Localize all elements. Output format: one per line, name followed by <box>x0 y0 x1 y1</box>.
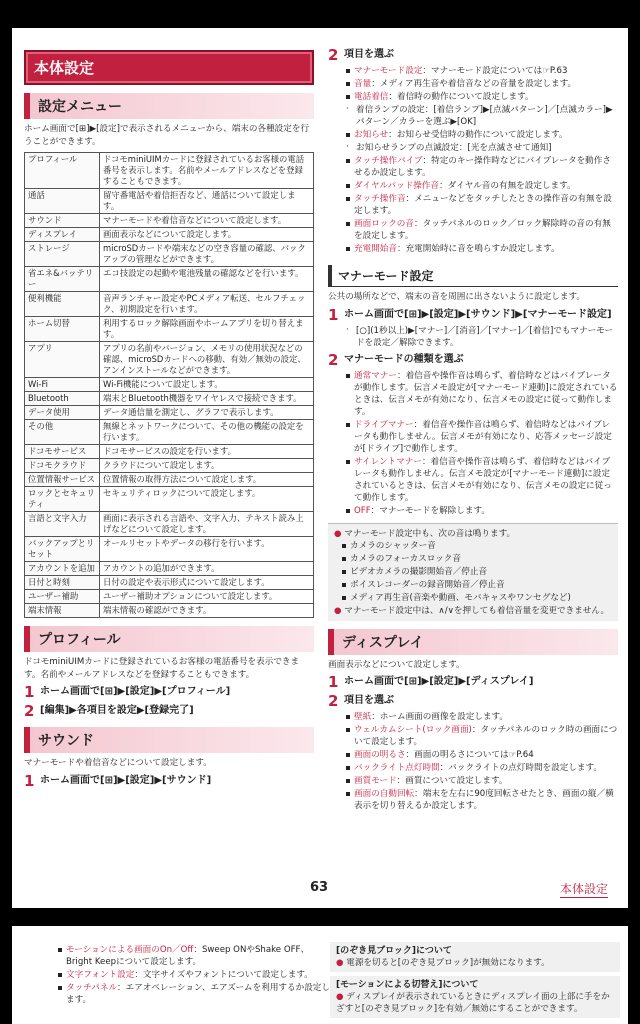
left-column <box>24 50 314 791</box>
list-item: · 着信ランプの設定：[着信ランプ]▶[点滅パターン]／[点滅カラー]▶パターン／カラーを選ぶ▶[OK] <box>346 104 618 128</box>
list-item: タッチパネル：エアオペレーション、エアズームを利用するか設定します。 <box>58 982 334 1006</box>
menu-row: 通話 留守番電話や着信拒否など、通話について設定します。 <box>25 189 314 214</box>
sound-intro: マナーモードや着信音などについて設定します。 <box>24 758 212 768</box>
menu-row: Wi-Fi Wi-Fi機能について設定します。 <box>25 378 314 392</box>
right-column <box>328 44 618 813</box>
menu-row: ディスプレイ 画面表示などについて設定します。 <box>25 228 314 242</box>
menu-row: ホーム切替 利用するロック解除画面やホームアプリを切り替えます。 <box>25 317 314 342</box>
sound-item-list <box>346 65 618 255</box>
list-item: 音量：メディア再生音や着信音などの音量を設定します。 <box>346 78 618 90</box>
menu-row: 端末情報 端末情報の確認ができます。 <box>25 604 314 618</box>
list-item: サイレントマナー：着信音や操作音は鳴らず、着信時などはバイブレータも動作しません。伝言メモ設定が[マナーモード連動]に設定されているときは、伝言メモが有効になり、伝言メモの設定に従って動作します。 <box>346 456 618 504</box>
menu-row: 便利機能 音声ランチャー設定やPCメディア転送、セルフチェック、初期設定を行います。 <box>25 292 314 317</box>
menu-row: アカウントを追加 アカウントの追加ができます。 <box>25 562 314 576</box>
menu-row: 省エネ&バッテリー エコ技設定の起動や電池残量の確認などを行います。 <box>25 267 314 292</box>
list-item: ウェルカムシート(ロック画面)：タッチパネルのロック時の画面について設定します。 <box>346 724 618 748</box>
list-item: カメラのシャッター音 <box>342 540 612 552</box>
settings-menu-intro: ホーム画面で[⊞]▶[設定]で表示されるメニューから、端末の各種設定を行うことができます。 <box>24 124 310 147</box>
list-item: 電話着信：着信時の動作について設定します。 <box>346 91 618 103</box>
list-item: OFF：マナーモードを解除します。 <box>346 505 618 517</box>
list-item: 文字フォント設定：文字サイズやフォントについて設定します。 <box>58 969 334 981</box>
menu-row: 言語と文字入力 画面に表示される言語や、文字入力、テキスト読み上げなどについて設定します。 <box>25 512 314 537</box>
menu-row: サウンド マナーモードや着信音などについて設定します。 <box>25 214 314 228</box>
page-number: 63 <box>310 880 329 895</box>
menu-row: 位置情報サービス 位置情報の取得方法について設定します。 <box>25 473 314 487</box>
list-item: 充電開始音：充電開始時に音を鳴らすか設定します。 <box>346 243 618 255</box>
manner-step-1: 1 ホーム画面で[⊞]▶[設定]▶[サウンド]▶[マナーモード設定] <box>328 305 612 324</box>
settings-menu-table <box>24 152 314 618</box>
manner-heading: マナーモード設定 <box>328 265 618 287</box>
menu-row: バックアップとリセット オールリセットやデータの移行を行います。 <box>25 537 314 562</box>
menu-row: ユーザー補助 ユーザー補助オプションについて設定します。 <box>25 590 314 604</box>
list-item: マナーモード設定：マナーモード設定については☞P.63 <box>346 65 618 77</box>
menu-row: その他 無線とネットワークについて、その他の機能の設定を行います。 <box>25 420 314 445</box>
chapter-link[interactable]: 本体設定 <box>560 882 609 896</box>
profile-step-1: 1 ホーム画面で[⊞]▶[設定]▶[プロフィール] <box>24 683 231 701</box>
menu-row: ロックとセキュリティ セキュリティロックについて設定します。 <box>25 487 314 512</box>
list-item: メディア再生音(音楽や動画、モバキャスやワンセグなど) <box>342 592 612 604</box>
sound-step-2: 2 項目を選ぶ <box>328 46 394 64</box>
display-heading: ディスプレイ <box>328 629 618 655</box>
profile-step-2: 2 [編集]▶各項目を設定▶[登録完了] <box>24 702 194 720</box>
menu-row: ドコモクラウド クラウドについて設定します。 <box>25 459 314 473</box>
list-item: 画面の自動回転：端末を左右に90度回転させたとき、画面の縦／横表示を切り替えるか設定します。 <box>346 788 618 812</box>
settings-menu-heading: 設定メニュー <box>24 93 314 119</box>
menu-row: Bluetooth 端末とBluetooth機器をワイヤレスで接続できます。 <box>25 392 314 406</box>
list-item: ビデオカメラの撮影開始音／停止音 <box>342 566 612 578</box>
menu-row: ストレージ microSDカードや端末などの空き容量の確認、バックアップの管理などができます。 <box>25 242 314 267</box>
next-page-preview <box>12 926 628 1024</box>
menu-row: アプリ アプリの名前やバージョン、メモリの使用状況などの確認、microSDカードへの移動、有効／無効の設定、アンインストールなどができます。 <box>25 342 314 378</box>
list-item: 画面の明るさ：画面の明るさについては☞P.64 <box>346 749 618 761</box>
list-item: タッチ操作バイブ：特定のキー操作時などにバイブレータを動作させるか設定します。 <box>346 155 618 179</box>
list-item: ドライブマナー：着信音や操作音は鳴らず、着信時などはバイブレータも動作しません。伝言メモが有効になり、応答メッセージ設定が[ドライブ]で動作します。 <box>346 419 618 455</box>
menu-row: データ使用 データ通信量を測定し、グラフで表示します。 <box>25 406 314 420</box>
sound-step-1: 1 ホーム画面で[⊞]▶[設定]▶[サウンド] <box>24 771 212 790</box>
list-item: カメラのフォーカスロック音 <box>342 553 612 565</box>
list-item: 壁紙：ホーム画面の画像を設定します。 <box>346 711 618 723</box>
display-step-2: 2 項目を選ぶ <box>328 692 394 710</box>
list-item: 通常マナー：着信音や操作音は鳴らず、着信時などはバイブレータが動作します。伝言メモ設定が[マナーモード連動]に設定されているときは、伝言メモが有効になり、伝言メモの設定に従って動作します。 <box>346 370 618 418</box>
menu-row: 日付と時刻 日付の設定や表示形式について設定します。 <box>25 576 314 590</box>
manner-note: ● マナーモード設定中も、次の音は鳴ります。 カメラのシャッター音 カメラのフォーカスロック音 ビデオカメラの撮影開始音／停止音 ボイスレコーダーの録音開始音／停止音 メディア再生音(音楽や動画、モバキャスやワンセグなど) ● マナーモード設定中は、∧/∨を押しても着信音量を変更できません。 <box>328 523 618 621</box>
manner-step-2: 2 マナーモードの種類を選ぶ <box>328 350 464 369</box>
manner-intro: 公共の場所などで、端末の音を周囲に出さないように設定します。 <box>328 292 585 302</box>
list-item: 画質モード：画質について設定します。 <box>346 775 618 787</box>
menu-row: プロフィール ドコモminiUIMカードに登録されているお客様の電話番号を表示します。名前やメールアドレスなどを登録することもできます。 <box>25 153 314 189</box>
profile-intro: ドコモminiUIMカードに登録されているお客様の電話番号を表示できます。名前やメールアドレスなどを登録することもできます。 <box>24 657 300 680</box>
list-item: ボイスレコーダーの録音開始音／停止音 <box>342 579 612 591</box>
next-page-item-list <box>58 944 334 1007</box>
manner-step1-note: · [○](1秒以上)▶[マナー]／[消音]／[マナー]／[着信]でもマナーモードを設定／解除できます。 <box>346 325 618 349</box>
manual-page <box>12 28 628 908</box>
display-item-list <box>346 711 618 812</box>
list-item: モーションによる画面のOn／Off：Sweep ONやShake OFF、Bright Keepについて設定します。 <box>58 944 334 968</box>
display-step-1: 1 ホーム画面で[⊞]▶[設定]▶[ディスプレイ] <box>328 673 534 691</box>
display-intro: 画面表示などについて設定します。 <box>328 659 465 670</box>
chapter-banner: 本体設定 <box>24 50 314 85</box>
sound-heading: サウンド <box>24 727 314 753</box>
list-item: バックライト点灯時間：バックライトの点灯時間を設定します。 <box>346 762 618 774</box>
list-item: 画面ロックの音：タッチパネルのロック／ロック解除時の音の有無を設定します。 <box>346 218 618 242</box>
list-item: · お知らせランプの点滅設定：[光を点滅させて通知] <box>346 142 618 154</box>
profile-heading: プロフィール <box>24 626 314 652</box>
next-page-notes: [のぞき見ブロック]について ● 電源を切ると[のぞき見ブロック]が無効になります。 [モーションによる切替え]について ● ディスプレイが表示されているときにディスプレイ面の上部に手をかざすと[のぞき見ブロック]を有効／無効にすることができます。 <box>330 942 620 1022</box>
manner-item-list <box>346 370 618 517</box>
list-item: タッチ操作音：メニューなどをタッチしたときの操作音の有無を設定します。 <box>346 193 618 217</box>
menu-row: ドコモサービス ドコモサービスの設定を行います。 <box>25 445 314 459</box>
list-item: ダイヤルパッド操作音：ダイヤル音の有無を設定します。 <box>346 180 618 192</box>
list-item: お知らせ：お知らせ受信時の動作について設定します。 <box>346 129 618 141</box>
